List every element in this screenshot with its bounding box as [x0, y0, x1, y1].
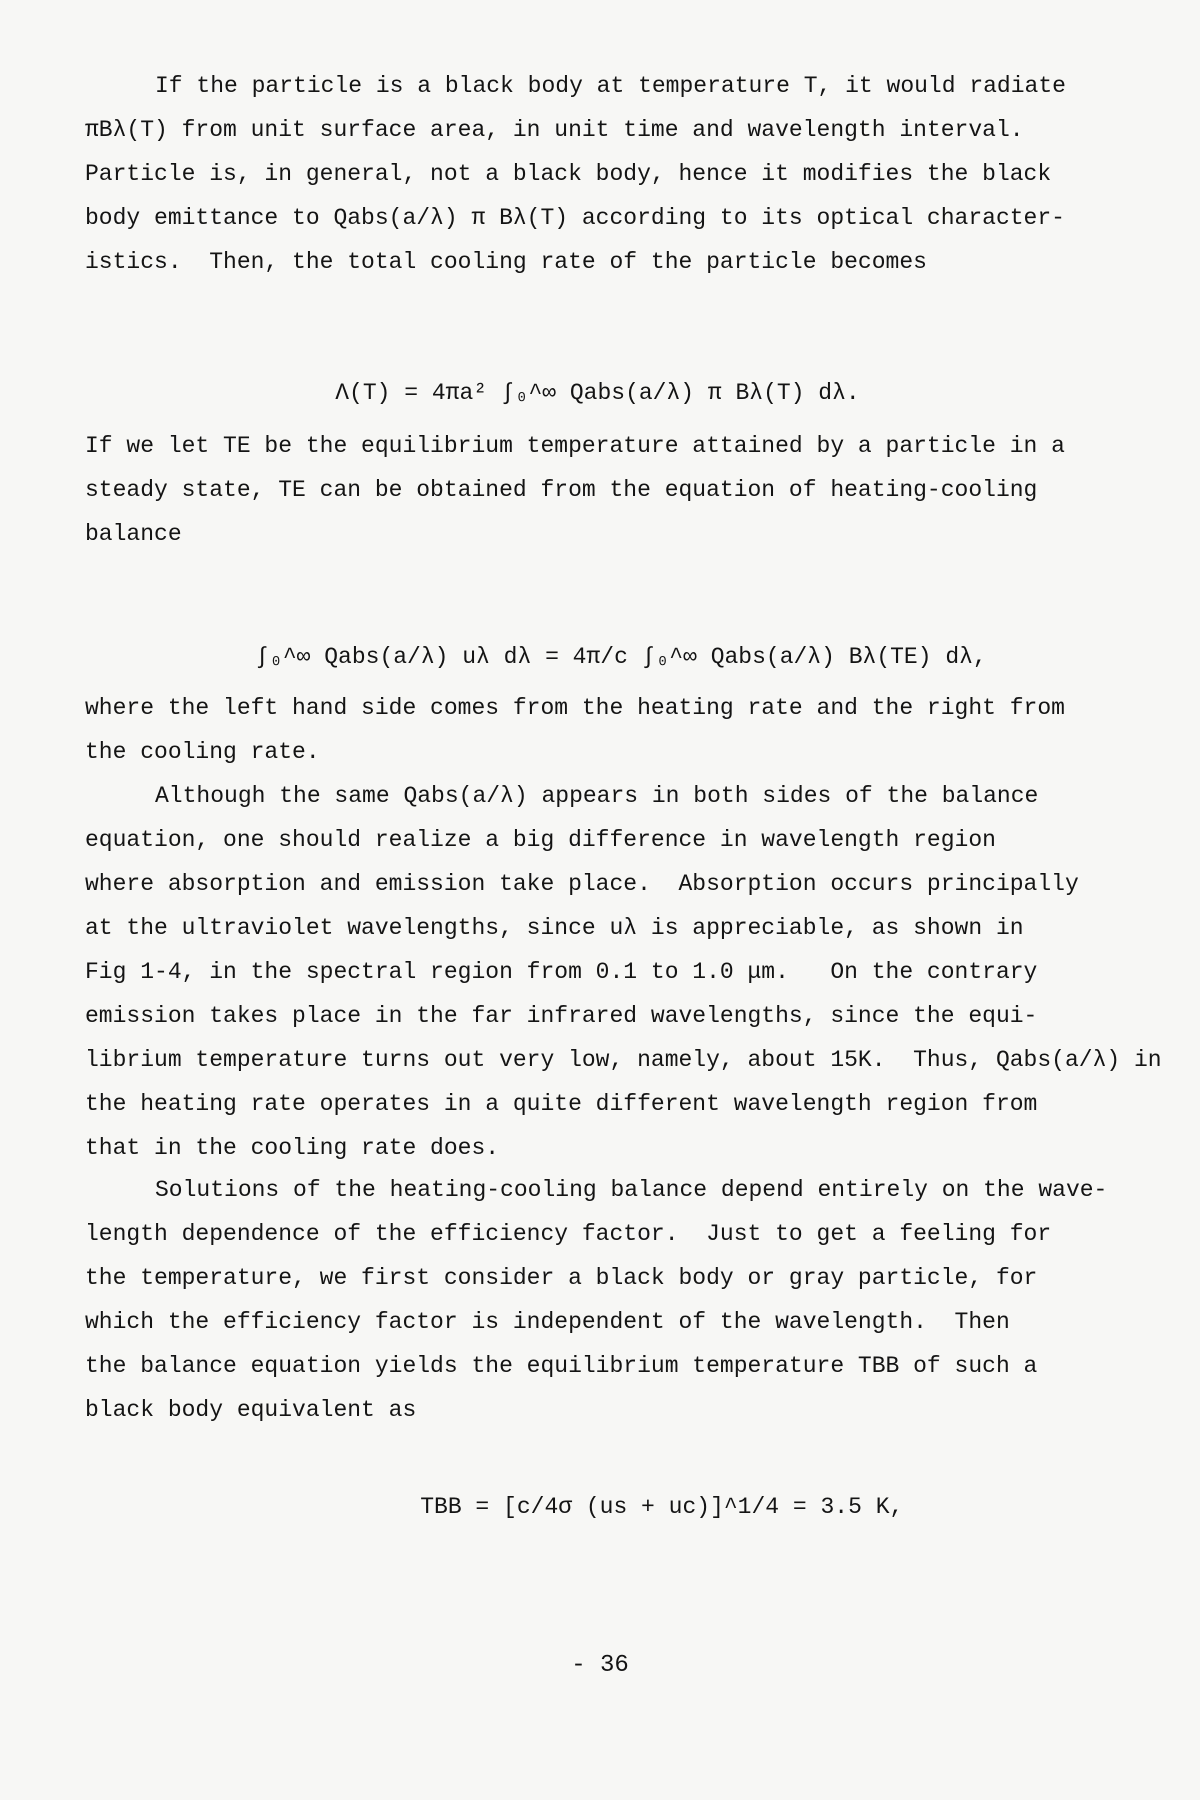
paragraph-blackbody [85, 64, 1120, 284]
equation-cooling-rate: Λ(T) = 4πa² ∫₀^∞ Qabs(a/λ) π Bλ(T) dλ. [335, 380, 860, 406]
text-line: at the ultraviolet wavelengths, since uλ is appreciable, as shown in [85, 915, 1024, 941]
text-line: balance [85, 521, 182, 547]
text-line: body emittance to Qabs(a/λ) π Bλ(T) according to its optical character- [85, 205, 1065, 231]
text-line: equation, one should realize a big difference in wavelength region [85, 827, 996, 853]
text-line: If the particle is a black body at temperature T, it would radiate [155, 73, 1066, 99]
text-line: If we let TE be the equilibrium temperature attained by a particle in a [85, 433, 1065, 459]
text-line: librium temperature turns out very low, namely, about 15K. Thus, Qabs(a/λ) in [85, 1047, 1162, 1073]
paragraph-wavelength-region [85, 774, 1162, 1170]
paragraph-equilibrium [85, 424, 1120, 556]
text-line: where absorption and emission take place. Absorption occurs principally [85, 871, 1079, 897]
paragraph-rates [85, 686, 1120, 774]
text-line: the cooling rate. [85, 739, 320, 765]
text-line: the heating rate operates in a quite different wavelength region from [85, 1091, 1038, 1117]
text-line: Fig 1-4, in the spectral region from 0.1 to 1.0 μm. On the contrary [85, 959, 1038, 985]
text-line: the temperature, we first consider a black body or gray particle, for [85, 1265, 1038, 1291]
text-line: where the left hand side comes from the heating rate and the right from [85, 695, 1065, 721]
text-line: which the efficiency factor is independent of the wavelength. Then [85, 1309, 1010, 1335]
text-line: black body equivalent as [85, 1397, 417, 1423]
equation-heating-cooling-balance: ∫₀^∞ Qabs(a/λ) uλ dλ = 4π/c ∫₀^∞ Qabs(a/λ) Bλ(TE) dλ, [255, 644, 987, 670]
text-line: πBλ(T) from unit surface area, in unit time and wavelength interval. [85, 117, 1024, 143]
text-line: length dependence of the efficiency factor. Just to get a feeling for [85, 1221, 1052, 1247]
text-line: emission takes place in the far infrared wavelengths, since the equi- [85, 1003, 1038, 1029]
text-line: steady state, TE can be obtained from the equation of heating-cooling [85, 477, 1038, 503]
equation-blackbody-temperature: TBB = [c/4σ (us + uc)]^1/4 = 3.5 K, [420, 1494, 904, 1520]
text-line: Solutions of the heating-cooling balance depend entirely on the wave- [155, 1177, 1108, 1203]
text-line: that in the cooling rate does. [85, 1135, 500, 1161]
page-number: - 36 [571, 1652, 629, 1679]
paragraph-solutions [85, 1168, 1120, 1432]
text-line: the balance equation yields the equilibrium temperature TBB of such a [85, 1353, 1038, 1379]
text-line: istics. Then, the total cooling rate of the particle becomes [85, 249, 927, 275]
text-line: Particle is, in general, not a black body, hence it modifies the black [85, 161, 1052, 187]
text-line: Although the same Qabs(a/λ) appears in both sides of the balance [155, 783, 1039, 809]
